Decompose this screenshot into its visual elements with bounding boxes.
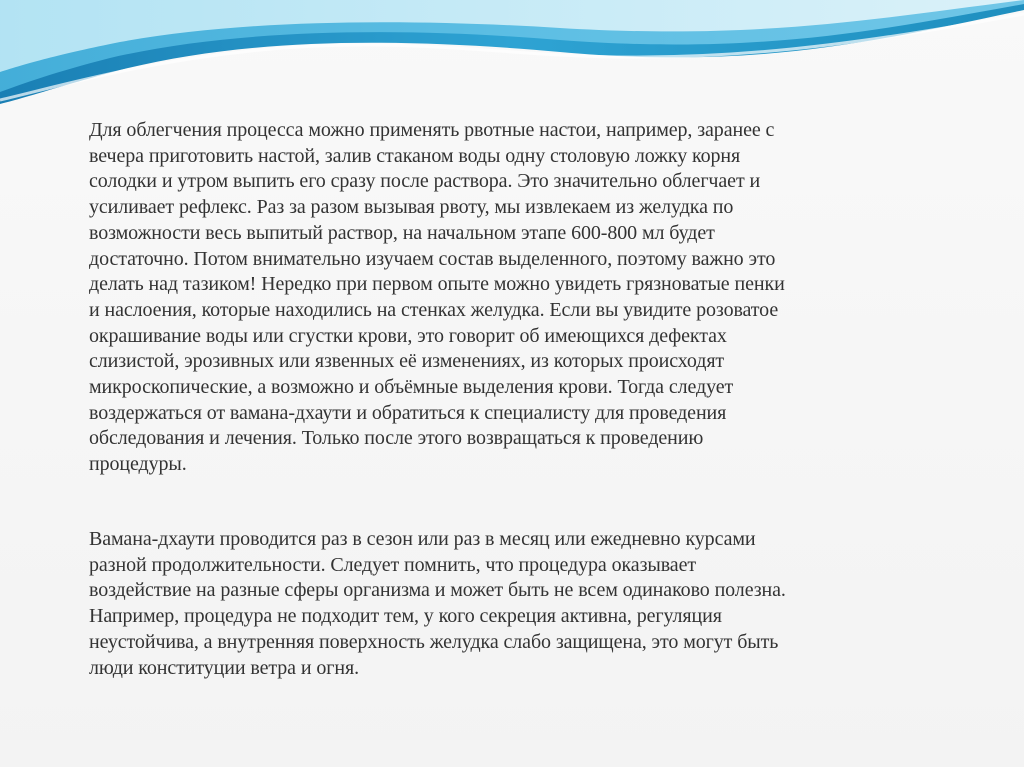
- body-paragraph-2: Вамана-дхаути проводится раз в сезон или раз в месяц или ежедневно курсами разной продолжительности. Следует помнить, что процедура оказывает воздействие на разные сферы организма и может быть не всем одинаково полезна. Например, процедура не подходит тем, у кого секреция активна, регуляция неустойчива, а внутренняя поверхность желудка слабо защищена, это могут быть люди конституции ветра и огня.: [89, 528, 786, 679]
- body-paragraph-1: Для облегчения процесса можно применять рвотные настои, например, заранее с вечера приготовить настой, залив стаканом воды одну столовую ложку корня солодки и утром выпить его сразу после раствора. Это значительно облегчает и усиливает рефлекс. Раз за разом вызывая рвоту, мы извлекаем из желудка по возможности весь выпитый раствор, на начальном этапе 600-800 мл будет достаточно. Потом внимательно изучаем состав выделенного, поэтому важно это делать над тазиком! Нередко при первом опыте можно увидеть грязноватые пенки и наслоения, которые находились на стенках желудка. Если вы увидите розоватое окрашивание воды или сгустки крови, это говорит об имеющихся дефектах слизистой, эрозивных или язвенных её изменениях, из которых происходят микроскопические, а возможно и объёмные выделения крови. Тогда следует воздержаться от вамана-дхаути и обратиться к специалисту для проведения обследования и лечения. Только после этого возвращаться к проведению процедуры.: [89, 119, 785, 476]
- wave-header-decoration: [0, 0, 1024, 110]
